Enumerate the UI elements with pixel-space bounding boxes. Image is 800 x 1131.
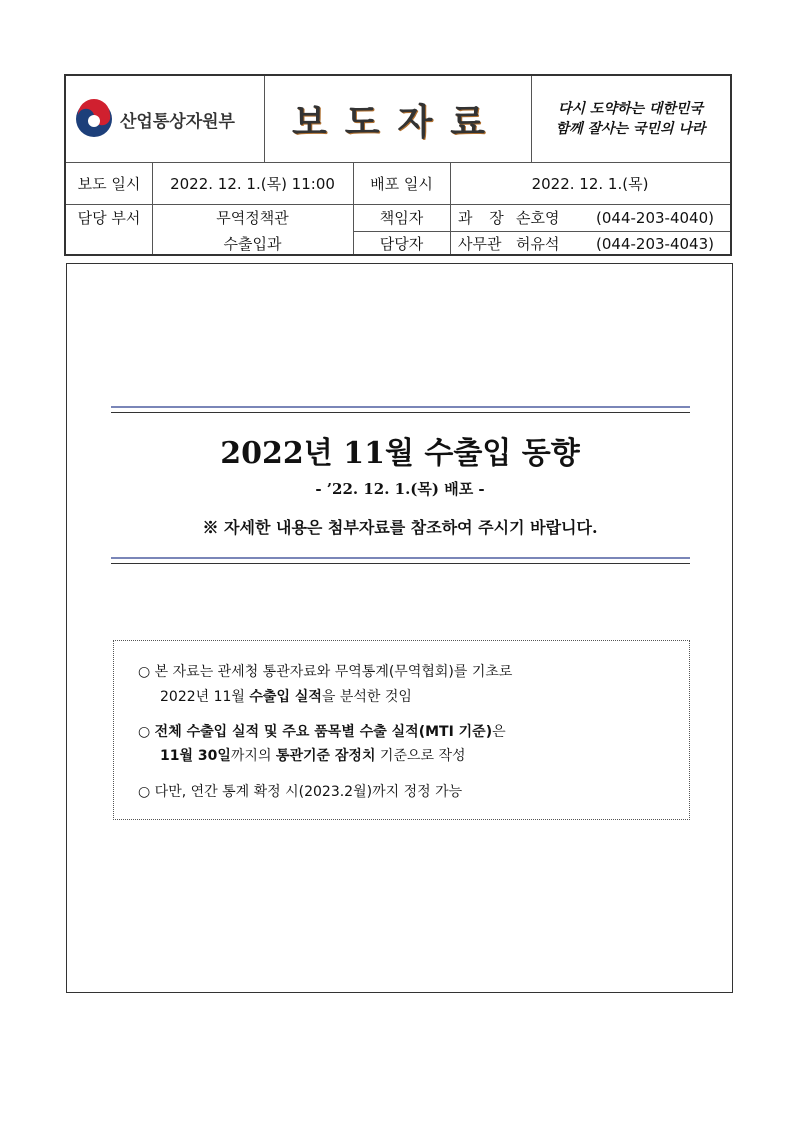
ministry-name: 산업통상자원부 <box>120 111 235 132</box>
release-value: 2022. 12. 1.(목) 11:00 <box>170 174 335 193</box>
dept-line2: 수출입과 <box>223 235 282 253</box>
slogan <box>556 99 706 139</box>
contact-name: 허유석 <box>516 235 560 253</box>
distribute-label: 배포 일시 <box>370 174 433 193</box>
contact-row <box>450 231 730 256</box>
responsible-label: 책임자 <box>379 209 424 227</box>
note-3: ○ 다만, 연간 통계 확정 시(2023.2월)까지 정정 가능 <box>138 784 463 800</box>
note-2a: ○ 전체 수출입 실적 및 주요 품목별 수출 실적(MTI 기준)은 <box>138 724 506 740</box>
title-rule-top <box>111 406 690 413</box>
document-title: 2022년 11월 수출입 동향 <box>220 436 580 471</box>
slogan-line: 함께 잘사는 국민의 나라 <box>555 121 706 137</box>
responsible-name: 손호영 <box>516 209 560 227</box>
slogan-line: 다시 도약하는 대한민국 <box>558 101 703 117</box>
note-1a: ○ 본 자료는 관세청 통관자료와 무역통계(무역협회)를 기초로 <box>138 664 513 680</box>
responsible-phone: (044-203-4040) <box>596 208 714 227</box>
content-frame <box>66 263 733 993</box>
title-rule-bottom <box>111 557 690 564</box>
dept-line1: 무역정책관 <box>216 209 289 227</box>
document-type-title: 보도자료 <box>291 101 504 143</box>
responsible-title: 과 장 <box>458 209 510 227</box>
header-table <box>64 74 732 256</box>
release-label: 보도 일시 <box>77 174 141 193</box>
contact-label: 담당자 <box>379 235 424 253</box>
taegeuk-icon <box>74 99 114 139</box>
note-2b: 11월 30일까지의 통관기준 잠정치 기준으로 작성 <box>160 748 466 764</box>
dept-label: 담당 부서 <box>77 209 141 227</box>
ministry-logo <box>74 76 264 162</box>
responsible-row <box>450 204 730 231</box>
reference-note: ※ 자세한 내용은 첨부자료를 참조하여 주시기 바랍니다. <box>202 518 598 537</box>
document-subtitle: - ’22. 12. 1.(목) 배포 - <box>315 480 485 498</box>
distribute-value: 2022. 12. 1.(목) <box>531 174 649 193</box>
notes-box <box>113 640 690 820</box>
contact-phone: (044-203-4043) <box>596 234 714 253</box>
note-1b: 2022년 11월 수출입 실적을 분석한 것임 <box>160 689 412 705</box>
contact-title: 사무관 <box>458 235 502 253</box>
